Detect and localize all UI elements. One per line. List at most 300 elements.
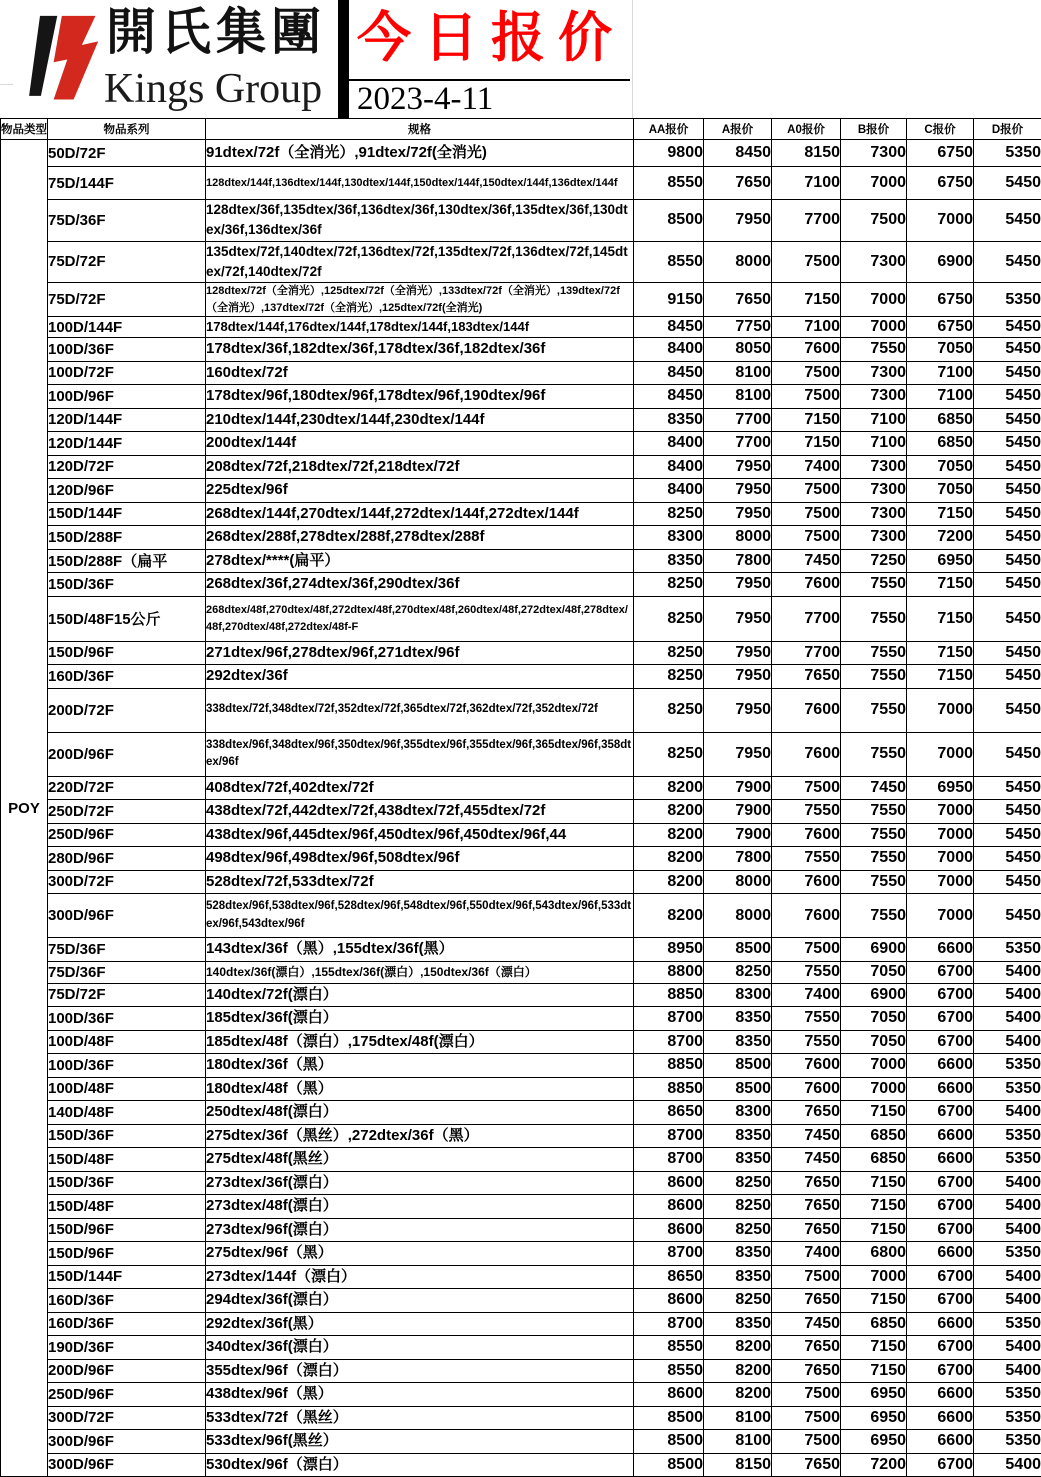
table-row: [1, 1453, 1041, 1477]
price-cell-a0: 7500: [772, 938, 841, 962]
col-header-a0-price: A0报价: [772, 119, 841, 140]
price-cell-aa: 8600: [634, 1171, 704, 1195]
price-cell-aa: 8850: [634, 1054, 704, 1078]
price-cell-a0: 7700: [772, 200, 841, 242]
spec-cell: 338dtex/96f,348dtex/96f,350dtex/96f,355dtex/96f,355dtex/96f,365dtex/96f,358dtex/96f: [206, 732, 634, 776]
price-cell-d: 5400: [974, 961, 1041, 983]
price-cell-a: 8000: [704, 870, 772, 894]
price-cell-c: 6600: [907, 1430, 974, 1454]
spec-cell: 530dtex/96f（漂白）: [206, 1453, 634, 1477]
price-cell-a: 7800: [704, 847, 772, 871]
price-cell-a0: 7650: [772, 1359, 841, 1383]
price-cell-aa: 8400: [634, 432, 704, 456]
kings-group-logo-icon: [10, 5, 110, 105]
spec-cell: 294dtex/36f(漂白）: [206, 1289, 634, 1313]
price-cell-d: 5450: [974, 776, 1041, 800]
price-cell-aa: 8950: [634, 938, 704, 962]
table-row: [1, 573, 1041, 597]
price-cell-c: 6600: [907, 1077, 974, 1101]
price-cell-a: 8250: [704, 1289, 772, 1313]
price-cell-aa: 8500: [634, 1453, 704, 1477]
price-cell-d: 5450: [974, 455, 1041, 479]
price-cell-d: 5450: [974, 338, 1041, 362]
series-cell: 75D/36F: [48, 200, 206, 242]
price-cell-a: 7800: [704, 549, 772, 573]
price-cell-c: 6700: [907, 961, 974, 983]
price-cell-b: 7150: [841, 1359, 907, 1383]
price-cell-d: 5450: [974, 847, 1041, 871]
price-cell-b: 7300: [841, 361, 907, 385]
table-row: [1, 1430, 1041, 1454]
table-row: [1, 938, 1041, 962]
price-cell-c: 7000: [907, 847, 974, 871]
price-cell-aa: 8700: [634, 1030, 704, 1054]
price-cell-c: 7000: [907, 870, 974, 894]
col-header-d-price: D报价: [974, 119, 1041, 140]
price-cell-c: 6850: [907, 408, 974, 432]
price-cell-a0: 7500: [772, 479, 841, 503]
company-name-zh: 開氏集團: [106, 2, 342, 62]
price-cell-b: 6850: [841, 1148, 907, 1172]
price-cell-aa: 8850: [634, 983, 704, 1007]
price-cell-a0: 7600: [772, 573, 841, 597]
table-row: [1, 408, 1041, 432]
spec-cell: 275dtex/36f（黑丝）,272dtex/36f（黑）: [206, 1124, 634, 1148]
spec-cell: 180dtex/48f（黑）: [206, 1077, 634, 1101]
price-cell-a: 8200: [704, 1383, 772, 1407]
table-row: [1, 317, 1041, 338]
series-cell: 200D/96F: [48, 1359, 206, 1383]
price-cell-d: 5350: [974, 1054, 1041, 1078]
price-cell-d: 5450: [974, 596, 1041, 641]
price-cell-c: 6750: [907, 167, 974, 200]
col-header-item-type: 物品类型: [1, 119, 48, 140]
price-cell-c: 7000: [907, 200, 974, 242]
series-cell: 150D/288F（扁平: [48, 549, 206, 573]
spec-cell: 128dtex/36f,135dtex/36f,136dtex/36f,130dtex/36f,135dtex/36f,130dtex/36f,136dtex/36f: [206, 200, 634, 242]
price-cell-b: 7050: [841, 1030, 907, 1054]
spec-cell: 268dtex/36f,274dtex/36f,290dtex/36f: [206, 573, 634, 597]
price-cell-aa: 8450: [634, 317, 704, 338]
col-header-spec: 规格: [206, 119, 634, 140]
price-cell-aa: 8700: [634, 1148, 704, 1172]
price-cell-b: 7300: [841, 455, 907, 479]
table-row: [1, 455, 1041, 479]
price-cell-aa: 8250: [634, 665, 704, 689]
table-row: [1, 479, 1041, 503]
table-row: [1, 1030, 1041, 1054]
price-cell-d: 5450: [974, 800, 1041, 824]
price-cell-d: 5350: [974, 1242, 1041, 1266]
series-cell: 150D/144F: [48, 502, 206, 526]
spec-cell: 498dtex/96f,498dtex/96f,508dtex/96f: [206, 847, 634, 871]
series-cell: 150D/96F: [48, 1242, 206, 1266]
price-cell-b: 7150: [841, 1101, 907, 1125]
spec-cell: 340dtex/36f(漂白）: [206, 1336, 634, 1360]
price-cell-b: 7000: [841, 167, 907, 200]
price-cell-aa: 8250: [634, 688, 704, 732]
price-cell-a0: 7650: [772, 1218, 841, 1242]
series-cell: 150D/48F: [48, 1195, 206, 1219]
spec-cell: 140dtex/36f(漂白）,155dtex/36f(漂白）,150dtex/36f（漂白）: [206, 961, 634, 983]
price-cell-a0: 7550: [772, 1030, 841, 1054]
price-cell-a0: 7700: [772, 641, 841, 665]
price-cell-a: 8050: [704, 338, 772, 362]
price-cell-a: 8350: [704, 1148, 772, 1172]
series-cell: 150D/36F: [48, 1124, 206, 1148]
price-cell-b: 7150: [841, 1195, 907, 1219]
price-cell-c: 6600: [907, 938, 974, 962]
price-cell-a0: 7550: [772, 961, 841, 983]
price-cell-d: 5400: [974, 983, 1041, 1007]
table-row: [1, 526, 1041, 550]
series-cell: 120D/144F: [48, 432, 206, 456]
price-cell-aa: 8250: [634, 596, 704, 641]
spec-cell: 128dtex/144f,136dtex/144f,130dtex/144f,150dtex/144f,150dtex/144f,136dtex/144f: [206, 167, 634, 200]
price-cell-b: 7150: [841, 1171, 907, 1195]
gridline-vertical: [632, 0, 633, 118]
price-cell-b: 7000: [841, 1265, 907, 1289]
spec-cell: 355dtex/96f（漂白）: [206, 1359, 634, 1383]
series-cell: 160D/36F: [48, 1312, 206, 1336]
table-row: [1, 1077, 1041, 1101]
spec-cell: 178dtex/96f,180dtex/96f,178dtex/96f,190dtex/96f: [206, 385, 634, 409]
price-cell-c: 6750: [907, 317, 974, 338]
price-cell-a0: 7600: [772, 870, 841, 894]
price-cell-a: 8300: [704, 983, 772, 1007]
price-cell-aa: 8250: [634, 641, 704, 665]
price-cell-aa: 8650: [634, 1101, 704, 1125]
price-cell-b: 7150: [841, 1218, 907, 1242]
price-cell-a: 8350: [704, 1124, 772, 1148]
table-row: [1, 502, 1041, 526]
table-row: [1, 641, 1041, 665]
price-cell-b: 6950: [841, 1430, 907, 1454]
gridline-horizontal: [0, 84, 13, 85]
series-cell: 75D/72F: [48, 241, 206, 283]
series-cell: 75D/36F: [48, 961, 206, 983]
price-cell-a0: 7650: [772, 665, 841, 689]
table-row: [1, 1195, 1041, 1219]
price-cell-aa: 8450: [634, 361, 704, 385]
price-cell-d: 5350: [974, 1383, 1041, 1407]
spec-cell: 275dtex/96f（黑）: [206, 1242, 634, 1266]
col-header-item-series: 物品系列: [48, 119, 206, 140]
logo-black-shape: [29, 16, 57, 96]
spec-cell: 135dtex/72f,140dtex/72f,136dtex/72f,135dtex/72f,136dtex/72f,145dtex/72f,140dtex/72f: [206, 241, 634, 283]
header-divider-bar: [338, 0, 349, 118]
price-cell-aa: 8200: [634, 823, 704, 847]
price-cell-a0: 7400: [772, 455, 841, 479]
price-cell-aa: 8350: [634, 549, 704, 573]
series-cell: 75D/72F: [48, 283, 206, 317]
price-cell-b: 7050: [841, 1007, 907, 1031]
table-row: [1, 823, 1041, 847]
table-row: [1, 1124, 1041, 1148]
table-row: [1, 283, 1041, 317]
table-row: [1, 432, 1041, 456]
price-cell-a: 8250: [704, 961, 772, 983]
spec-cell: 91dtex/72f（全消光）,91dtex/72f(全消光): [206, 140, 634, 167]
price-cell-d: 5400: [974, 1289, 1041, 1313]
price-cell-aa: 8500: [634, 1430, 704, 1454]
price-cell-aa: 8650: [634, 1265, 704, 1289]
col-header-aa-price: AA报价: [634, 119, 704, 140]
price-cell-a0: 7700: [772, 596, 841, 641]
spec-cell: 338dtex/72f,348dtex/72f,352dtex/72f,365dtex/72f,362dtex/72f,352dtex/72f: [206, 688, 634, 732]
price-cell-aa: 8200: [634, 894, 704, 938]
price-cell-aa: 8700: [634, 1242, 704, 1266]
spec-cell: 225dtex/96f: [206, 479, 634, 503]
series-cell: 75D/144F: [48, 167, 206, 200]
table-row: [1, 894, 1041, 938]
price-cell-a: 7900: [704, 823, 772, 847]
price-cell-b: 7100: [841, 432, 907, 456]
price-cell-d: 5350: [974, 140, 1041, 167]
price-cell-a0: 7500: [772, 776, 841, 800]
spec-cell: 250dtex/48f(漂白）: [206, 1101, 634, 1125]
series-cell: 150D/96F: [48, 1218, 206, 1242]
table-row: [1, 847, 1041, 871]
spec-cell: 178dtex/36f,182dtex/36f,178dtex/36f,182dtex/36f: [206, 338, 634, 362]
price-cell-aa: 8550: [634, 241, 704, 283]
price-cell-a0: 7500: [772, 502, 841, 526]
price-cell-c: 6700: [907, 1336, 974, 1360]
spec-cell: 278dtex/****(扁平）: [206, 549, 634, 573]
price-cell-b: 7050: [841, 961, 907, 983]
spec-cell: 185dtex/36f(漂白）: [206, 1007, 634, 1031]
price-cell-a: 7950: [704, 200, 772, 242]
price-cell-a: 7950: [704, 455, 772, 479]
table-row: [1, 983, 1041, 1007]
series-cell: 100D/96F: [48, 385, 206, 409]
spec-cell: 528dtex/72f,533dtex/72f: [206, 870, 634, 894]
price-cell-aa: 8600: [634, 1195, 704, 1219]
series-cell: 250D/96F: [48, 1383, 206, 1407]
series-cell: 120D/72F: [48, 455, 206, 479]
price-cell-d: 5400: [974, 1453, 1041, 1477]
quote-table-body: [1, 140, 1041, 1477]
table-row: [1, 167, 1041, 200]
price-cell-d: 5450: [974, 167, 1041, 200]
price-cell-a: 8100: [704, 1406, 772, 1430]
spec-cell: 273dtex/96f(漂白）: [206, 1218, 634, 1242]
price-cell-c: 6600: [907, 1054, 974, 1078]
price-cell-a0: 7600: [772, 823, 841, 847]
table-row: [1, 1101, 1041, 1125]
price-cell-a0: 7550: [772, 847, 841, 871]
price-cell-c: 7150: [907, 502, 974, 526]
price-cell-a: 8100: [704, 385, 772, 409]
price-cell-a0: 7450: [772, 549, 841, 573]
series-cell: 160D/36F: [48, 665, 206, 689]
price-cell-d: 5450: [974, 573, 1041, 597]
header-row: [1, 119, 1041, 140]
spec-cell: 140dtex/72f(漂白）: [206, 983, 634, 1007]
price-cell-a0: 7600: [772, 338, 841, 362]
price-cell-a0: 7100: [772, 317, 841, 338]
price-cell-b: 7000: [841, 317, 907, 338]
price-cell-d: 5450: [974, 823, 1041, 847]
price-cell-aa: 8200: [634, 870, 704, 894]
price-cell-a: 7950: [704, 573, 772, 597]
price-cell-b: 7550: [841, 870, 907, 894]
price-cell-d: 5400: [974, 1218, 1041, 1242]
price-cell-c: 6700: [907, 1171, 974, 1195]
table-row: [1, 1148, 1041, 1172]
series-cell: 220D/72F: [48, 776, 206, 800]
table-row: [1, 1312, 1041, 1336]
price-cell-b: 7100: [841, 408, 907, 432]
series-cell: 100D/144F: [48, 317, 206, 338]
price-cell-c: 6600: [907, 1148, 974, 1172]
price-cell-d: 5350: [974, 1077, 1041, 1101]
price-cell-c: 6700: [907, 1265, 974, 1289]
price-cell-b: 6900: [841, 983, 907, 1007]
price-cell-c: 7050: [907, 455, 974, 479]
spec-cell: 268dtex/288f,278dtex/288f,278dtex/288f: [206, 526, 634, 550]
spec-cell: 180dtex/36f（黑）: [206, 1054, 634, 1078]
series-cell: 100D/36F: [48, 338, 206, 362]
series-cell: 150D/96F: [48, 641, 206, 665]
series-cell: 250D/96F: [48, 823, 206, 847]
price-cell-aa: 8550: [634, 167, 704, 200]
series-cell: 200D/72F: [48, 688, 206, 732]
price-cell-a: 8350: [704, 1242, 772, 1266]
price-cell-aa: 8600: [634, 1383, 704, 1407]
price-cell-c: 6950: [907, 776, 974, 800]
table-row: [1, 1265, 1041, 1289]
series-cell: 300D/96F: [48, 1430, 206, 1454]
price-cell-aa: 8700: [634, 1124, 704, 1148]
price-cell-d: 5400: [974, 1359, 1041, 1383]
price-cell-a0: 7500: [772, 526, 841, 550]
spec-cell: 408dtex/72f,402dtex/72f: [206, 776, 634, 800]
price-cell-b: 7300: [841, 502, 907, 526]
price-cell-b: 7550: [841, 732, 907, 776]
price-cell-aa: 8550: [634, 1336, 704, 1360]
price-cell-b: 7550: [841, 894, 907, 938]
price-cell-a0: 7500: [772, 361, 841, 385]
series-cell: 250D/72F: [48, 800, 206, 824]
price-cell-a0: 7500: [772, 1430, 841, 1454]
spec-cell: 160dtex/72f: [206, 361, 634, 385]
price-cell-c: 6600: [907, 1383, 974, 1407]
price-cell-d: 5400: [974, 1030, 1041, 1054]
price-cell-a: 7650: [704, 283, 772, 317]
price-cell-d: 5450: [974, 241, 1041, 283]
series-cell: 300D/96F: [48, 894, 206, 938]
price-cell-a: 7700: [704, 432, 772, 456]
price-cell-a0: 7650: [772, 1171, 841, 1195]
price-cell-a: 7950: [704, 641, 772, 665]
price-cell-a: 8500: [704, 1054, 772, 1078]
price-cell-aa: 8250: [634, 573, 704, 597]
table-row: [1, 1383, 1041, 1407]
table-row: [1, 1054, 1041, 1078]
price-cell-b: 7550: [841, 847, 907, 871]
price-cell-d: 5350: [974, 1406, 1041, 1430]
price-cell-c: 6950: [907, 549, 974, 573]
table-row: [1, 732, 1041, 776]
table-row: [1, 1406, 1041, 1430]
table-row: [1, 241, 1041, 283]
series-cell: 190D/36F: [48, 1336, 206, 1360]
price-cell-a0: 7500: [772, 1265, 841, 1289]
price-cell-aa: 8200: [634, 847, 704, 871]
series-cell: 75D/36F: [48, 938, 206, 962]
price-cell-a0: 7150: [772, 283, 841, 317]
series-cell: 100D/36F: [48, 1007, 206, 1031]
table-row: [1, 870, 1041, 894]
price-cell-b: 7250: [841, 549, 907, 573]
price-cell-b: 7000: [841, 283, 907, 317]
price-cell-d: 5350: [974, 938, 1041, 962]
price-cell-c: 7050: [907, 479, 974, 503]
price-cell-c: 7050: [907, 338, 974, 362]
price-cell-c: 7200: [907, 526, 974, 550]
price-cell-a: 7950: [704, 596, 772, 641]
price-cell-a: 7950: [704, 688, 772, 732]
price-cell-c: 6700: [907, 1289, 974, 1313]
series-cell: 140D/48F: [48, 1101, 206, 1125]
spec-cell: 185dtex/48f（漂白）,175dtex/48f(漂白）: [206, 1030, 634, 1054]
series-cell: 300D/72F: [48, 870, 206, 894]
price-cell-d: 5400: [974, 1195, 1041, 1219]
table-row: [1, 549, 1041, 573]
price-cell-d: 5400: [974, 1171, 1041, 1195]
series-cell: 150D/48F: [48, 1148, 206, 1172]
price-cell-c: 7150: [907, 665, 974, 689]
series-cell: 50D/72F: [48, 140, 206, 167]
price-cell-d: 5400: [974, 1336, 1041, 1360]
price-cell-aa: 8200: [634, 776, 704, 800]
series-cell: 150D/36F: [48, 573, 206, 597]
logo-red-shape: [54, 16, 99, 100]
col-header-c-price: C报价: [907, 119, 974, 140]
spec-cell: 128dtex/72f（全消光）,125dtex/72f（全消光）,133dtex/72f（全消光）,139dtex/72f（全消光）,137dtex/72f（全消光）,125dtex/72f(全消光): [206, 283, 634, 317]
price-cell-c: 6700: [907, 1359, 974, 1383]
price-cell-aa: 8500: [634, 1406, 704, 1430]
price-cell-a0: 7650: [772, 1453, 841, 1477]
price-cell-b: 6900: [841, 938, 907, 962]
price-cell-aa: 8800: [634, 961, 704, 983]
spec-cell: 200dtex/144f: [206, 432, 634, 456]
table-row: [1, 140, 1041, 167]
table-row: [1, 665, 1041, 689]
price-cell-d: 5450: [974, 361, 1041, 385]
price-cell-d: 5450: [974, 408, 1041, 432]
price-cell-c: 6850: [907, 432, 974, 456]
price-cell-aa: 8400: [634, 455, 704, 479]
price-cell-b: 7300: [841, 241, 907, 283]
table-row: [1, 961, 1041, 983]
price-cell-a: 7900: [704, 776, 772, 800]
price-cell-a: 8250: [704, 1195, 772, 1219]
table-row: [1, 200, 1041, 242]
price-cell-a0: 7150: [772, 432, 841, 456]
price-cell-a0: 7500: [772, 1406, 841, 1430]
price-cell-aa: 8250: [634, 502, 704, 526]
series-cell: 150D/48F15公斤: [48, 596, 206, 641]
price-cell-c: 7000: [907, 732, 974, 776]
price-cell-b: 7550: [841, 573, 907, 597]
series-cell: 100D/48F: [48, 1077, 206, 1101]
price-cell-b: 7550: [841, 823, 907, 847]
price-cell-aa: 8300: [634, 526, 704, 550]
price-cell-b: 7300: [841, 385, 907, 409]
series-cell: 300D/72F: [48, 1406, 206, 1430]
